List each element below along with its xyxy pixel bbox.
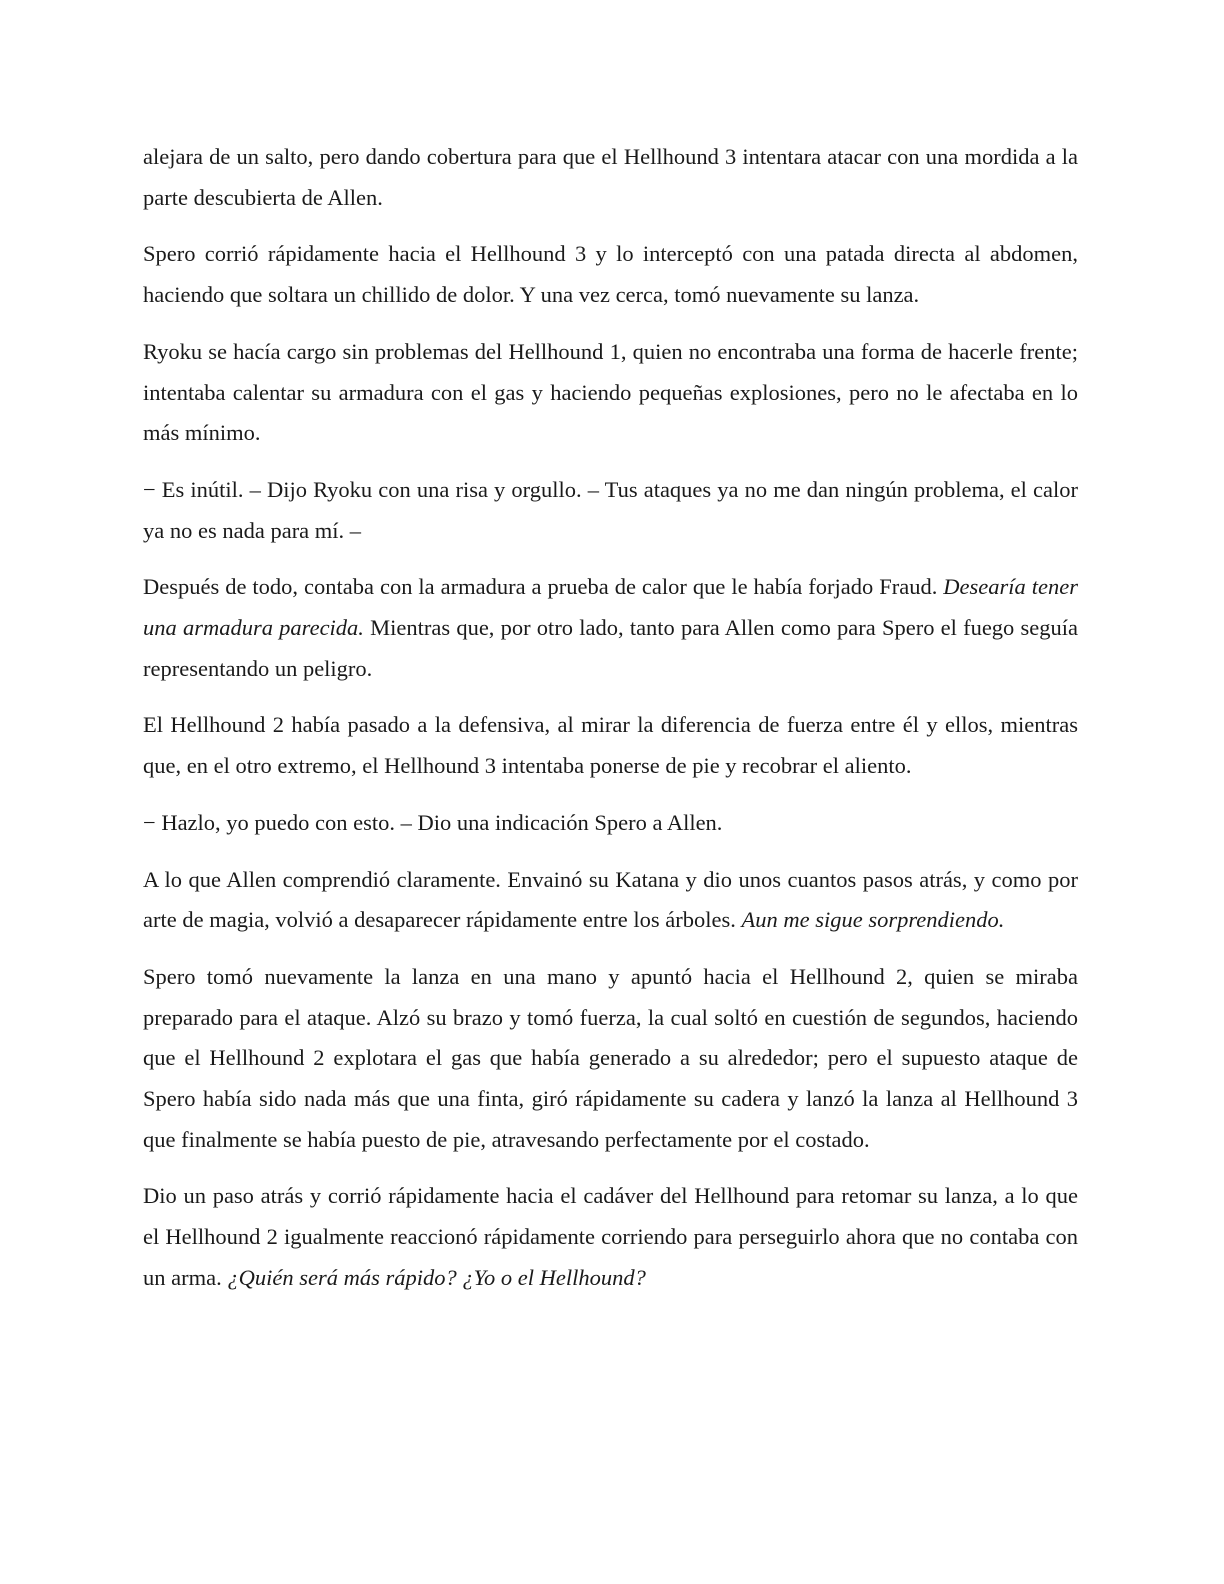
paragraph [143,332,1078,454]
dialogue-text: − Hazlo, yo puedo con esto. – Dio una indicación Spero a Allen. [143,809,723,835]
paragraph-text: A lo que Allen comprendió claramente. Envainó su Katana y dio unos cuantos pasos atrás, y como por arte de magia, volvió a desaparecer rápidamente entre los árboles. [143,866,1078,933]
dialogue-paragraph [143,803,1078,844]
paragraph-text: Mientras que, por otro lado, tanto para Allen como para Spero el fuego seguía representando un peligro. [143,615,1078,681]
paragraph [143,957,1078,1161]
paragraph-text: alejara de un salto, pero dando cobertura para que el Hellhound 3 intentara atacar con una mordida a la parte descubierta de Allen. [143,144,1078,210]
paragraph [143,234,1078,315]
dialogue-text: − Es inútil. – Dijo Ryoku con una risa y orgullo. – Tus ataques ya no me dan ningún problema, el calor ya no es nada para mí. – [143,476,1078,543]
paragraph-text: El Hellhound 2 había pasado a la defensiva, al mirar la diferencia de fuerza entre él y ellos, mientras que, en el otro extremo, el Hellhound 3 intentaba ponerse de pie y recobrar el aliento. [143,712,1078,779]
paragraph-text: Ryoku se hacía cargo sin problemas del Hellhound 1, quien no encontraba una forma de hacerle frente; intentaba calentar su armadura con el gas y haciendo pequeñas explosiones, pero no le afectaba en lo más mínimo. [143,338,1078,446]
paragraph-text: Spero corrió rápidamente hacia el Hellhound 3 y lo interceptó con una patada directa al abdomen, haciendo que soltara un chillido de dolor. Y una vez cerca, tomó nuevamente su lanza. [143,241,1078,308]
paragraph-text: Dio un paso atrás y corrió rápidamente hacia el cadáver del Hellhound para retomar su lanza, a lo que el Hellhound 2 igualmente reaccionó rápidamente corriendo para perseguirlo ahora que no contaba con un arma. [143,1183,1078,1290]
document-page [143,137,1078,1315]
paragraph [143,567,1078,689]
paragraph [143,705,1078,786]
italic-thought: Desearía tener una armadura parecida. [143,574,1078,641]
paragraph-text: Después de todo, contaba con la armadura a prueba de calor que le había forjado Fraud. [143,574,944,600]
paragraph [143,860,1078,941]
dialogue-paragraph [143,470,1078,551]
paragraph-text: Spero tomó nuevamente la lanza en una mano y apuntó hacia el Hellhound 2, quien se miraba preparado para el ataque. Alzó su brazo y tomó fuerza, la cual soltó en cuestión de segundos, haciendo que el Hellhound 2 explotara el gas que había generado a su alrededor; pero el supuesto ataque de Spero había sido nada más que una finta, giró rápidamente su cadera y lanzó la lanza al Hellhound 3 que finalmente se había puesto de pie, atravesando perfectamente por el costado. [143,963,1078,1152]
paragraph [143,137,1078,218]
paragraph [143,1176,1078,1298]
italic-thought: ¿Quién será más rápido? ¿Yo o el Hellhound? [227,1264,646,1290]
italic-thought: Aun me sigue sorprendiendo. [741,907,1005,933]
